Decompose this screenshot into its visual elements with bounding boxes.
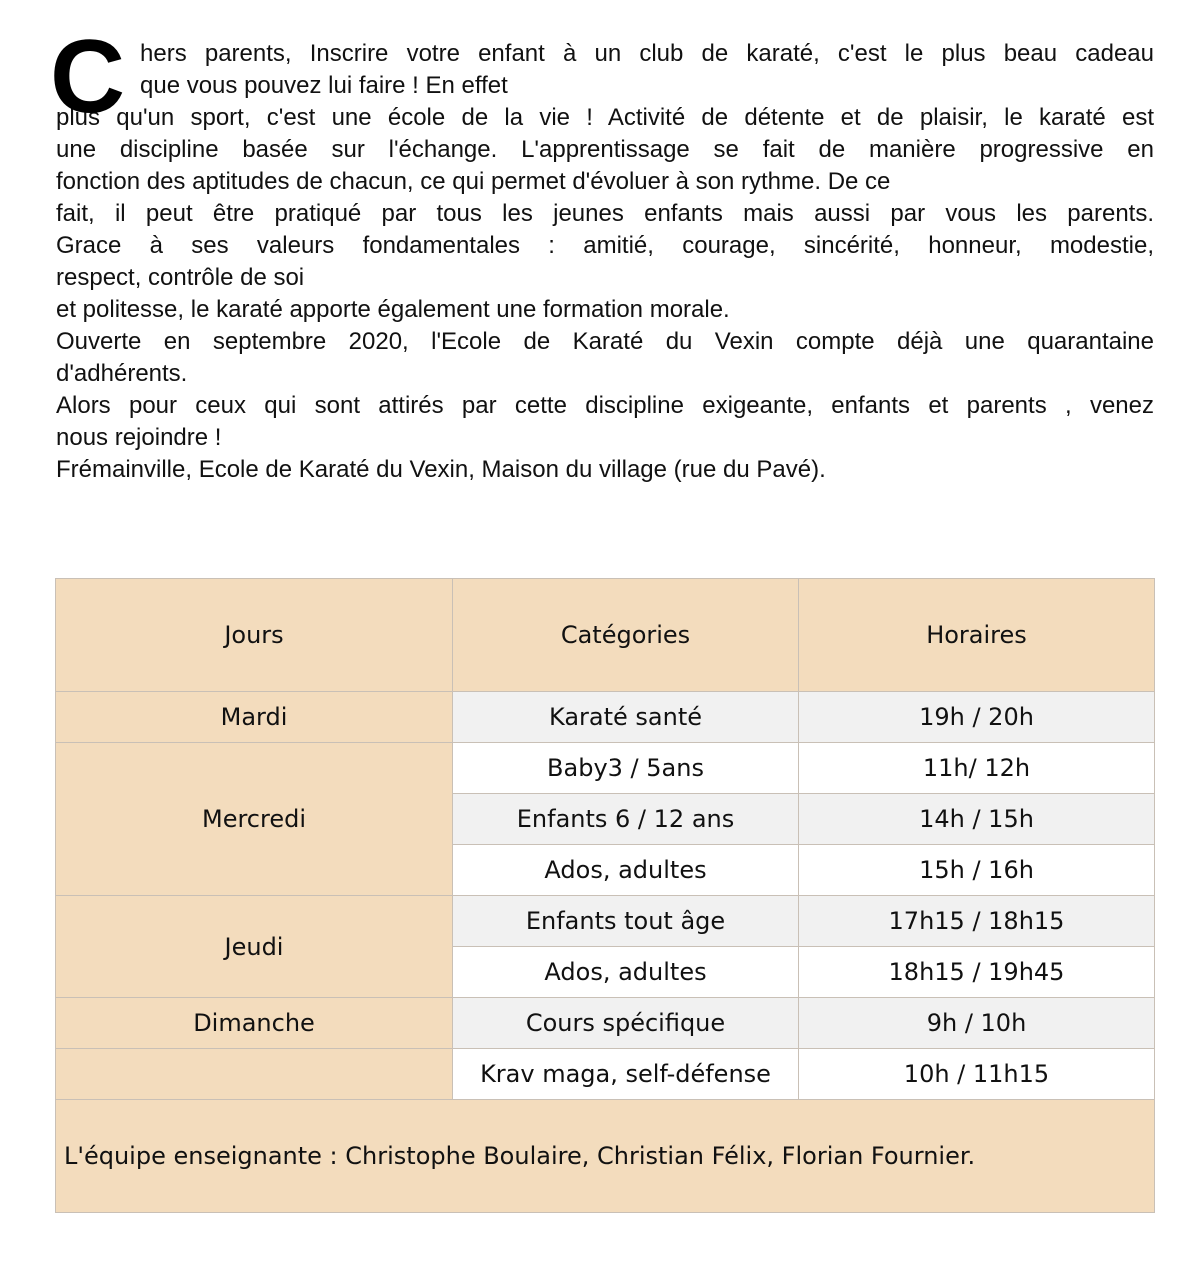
intro-section xyxy=(50,19,1154,486)
table-row xyxy=(56,1049,1155,1100)
header-categories: Catégories xyxy=(453,579,799,692)
intro-line: Alors pour ceux qui sont attirés par cette discipline exigeante, enfants et parents , venez xyxy=(56,392,1154,419)
category-cell: Ados, adultes xyxy=(453,947,799,998)
drop-cap: C xyxy=(50,19,126,135)
table-row xyxy=(56,743,1155,794)
time-cell: 17h15 / 18h15 xyxy=(799,896,1155,947)
header-horaires: Horaires xyxy=(799,579,1155,692)
intro-line: fait, il peut être pratiqué par tous les jeunes enfants mais aussi par vous les parents. xyxy=(56,200,1154,227)
time-cell: 19h / 20h xyxy=(799,692,1155,743)
intro-line: une discipline basée sur l'échange. L'apprentissage se fait de manière progressive en xyxy=(56,136,1154,163)
intro-line: que vous pouvez lui faire ! En effet xyxy=(140,72,508,99)
intro-line: nous rejoindre ! xyxy=(56,424,222,451)
category-cell: Baby3 / 5ans xyxy=(453,743,799,794)
table-footer-row xyxy=(56,1100,1155,1213)
table-row xyxy=(56,692,1155,743)
time-cell: 15h / 16h xyxy=(799,845,1155,896)
time-cell: 11h/ 12h xyxy=(799,743,1155,794)
table-row xyxy=(56,998,1155,1049)
category-cell: Enfants 6 / 12 ans xyxy=(453,794,799,845)
intro-text xyxy=(50,19,1154,486)
intro-line: Grace à ses valeurs fondamentales : amitié, courage, sincérité, honneur, modestie, xyxy=(56,232,1154,259)
day-cell: Dimanche xyxy=(56,998,453,1049)
category-cell: Enfants tout âge xyxy=(453,896,799,947)
intro-line: plus qu'un sport, c'est une école de la vie ! Activité de détente et de plaisir, le karaté est xyxy=(56,104,1154,131)
time-cell: 10h / 11h15 xyxy=(799,1049,1155,1100)
intro-line: Frémainville, Ecole de Karaté du Vexin, Maison du village (rue du Pavé). xyxy=(56,456,826,483)
category-cell: Krav maga, self-défense xyxy=(453,1049,799,1100)
category-cell: Cours spécifique xyxy=(453,998,799,1049)
day-cell: Mardi xyxy=(56,692,453,743)
intro-line: Ouverte en septembre 2020, l'Ecole de Karaté du Vexin compte déjà une quarantaine xyxy=(56,328,1154,355)
time-cell: 14h / 15h xyxy=(799,794,1155,845)
category-cell: Ados, adultes xyxy=(453,845,799,896)
teaching-team: L'équipe enseignante : Christophe Boulaire, Christian Félix, Florian Fournier. xyxy=(56,1100,1155,1213)
day-cell: Jeudi xyxy=(56,896,453,998)
intro-line: d'adhérents. xyxy=(56,360,188,387)
intro-line: respect, contrôle de soi xyxy=(56,264,305,291)
intro-line: hers parents, Inscrire votre enfant à un club de karaté, c'est le plus beau cadeau xyxy=(140,40,1154,67)
category-cell: Karaté santé xyxy=(453,692,799,743)
day-cell: Mercredi xyxy=(56,743,453,896)
header-jours: Jours xyxy=(56,579,453,692)
time-cell: 18h15 / 19h45 xyxy=(799,947,1155,998)
time-cell: 9h / 10h xyxy=(799,998,1155,1049)
table-row xyxy=(56,896,1155,947)
table-header-row xyxy=(56,579,1155,692)
intro-line: et politesse, le karaté apporte également une formation morale. xyxy=(56,296,730,323)
day-cell-empty xyxy=(56,1049,453,1100)
intro-line: fonction des aptitudes de chacun, ce qui permet d'évoluer à son rythme. De ce xyxy=(56,168,891,195)
schedule-table xyxy=(55,578,1155,1213)
